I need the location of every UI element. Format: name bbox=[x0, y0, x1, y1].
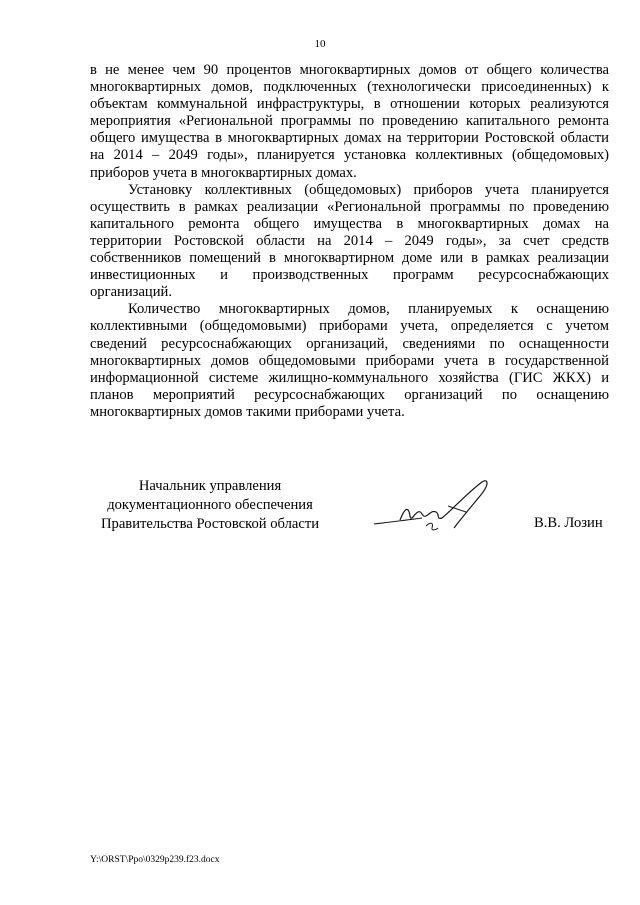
signatory-name: В.В. Лозин bbox=[534, 515, 603, 531]
paragraph-count: Количество многоквартирных домов, планируемых к оснащению коллективными (общедомовыми) приборами учета, определяется с учетом сведений ресурсоснабжающих организаций, сведениями по оснащенности многоквартирных домов общедомовыми приборами учета в государственной информационной системе жилищно-коммунального хозяйства (ГИС ЖКХ) и планов мероприятий ресурсоснабжающих организаций по оснащению многоквартирных домов такими приборами учета. bbox=[90, 301, 609, 420]
signatory-title-line-3: Правительства Ростовской области bbox=[100, 516, 320, 532]
page-number: 10 bbox=[314, 38, 326, 50]
signatory-title bbox=[90, 477, 330, 534]
handwritten-signature bbox=[370, 476, 500, 536]
paragraph-continuation: в не менее чем 90 процентов многоквартирных домов от общего количества многоквартирных домов, подключенных (технологически присоединенных) к объектам коммунальной инфраструктуры, в отношении которых реализуются мероприятия «Региональной программы по проведению капитального ремонта общего имущества в многоквартирных домах на территории Ростовской области на 2014 – 2049 годы», планируется установка коллективных (общедомовых) приборов учета в многоквартирных домах. bbox=[90, 62, 609, 181]
signatory-title-line-2: документационного обеспечения bbox=[107, 497, 313, 513]
paragraph-installation: Установку коллективных (общедомовых) приборов учета планируется осуществить в рамках реализации «Региональной программы по проведению капитального ремонта общего имущества в многоквартирных домах на территории Ростовской области на 2014 – 2049 годы», за счет средств собственников помещений в многоквартирном доме или в рамках реализации инвестиционных и производственных программ ресурсоснабжающих организаций. bbox=[90, 181, 609, 301]
file-path-footer: Y:\ORST\Ppo\0329p239.f23.docx bbox=[90, 855, 220, 865]
signatory-title-line-1: Начальник управления bbox=[138, 478, 282, 494]
body-text bbox=[90, 62, 609, 421]
